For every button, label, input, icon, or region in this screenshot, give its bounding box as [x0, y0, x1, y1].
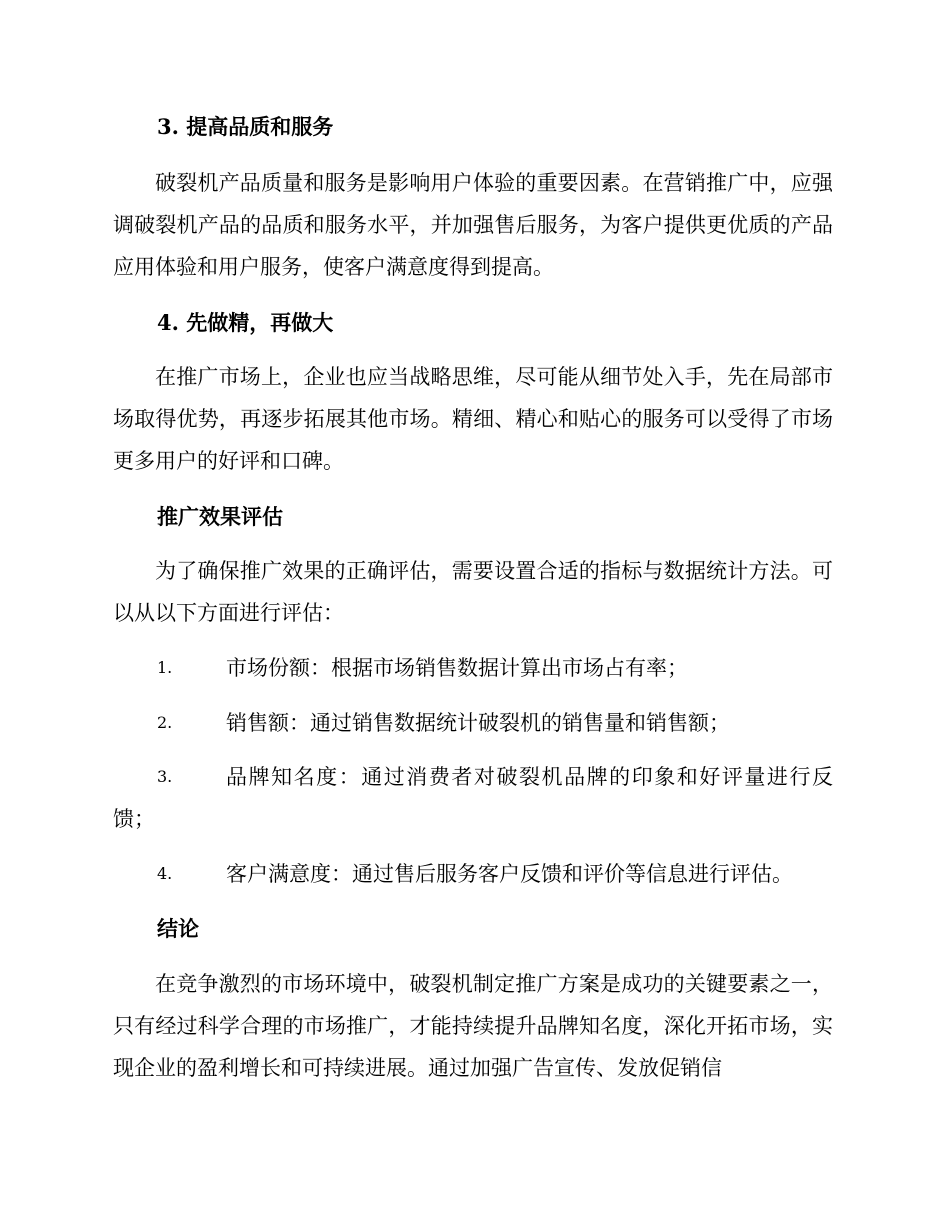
section-heading-quality-service: 3. 提高品质和服务 [157, 114, 334, 139]
list-item-number: 3. [157, 767, 173, 786]
list-item-text: 品牌知名度：通过消费者对破裂机品牌的印象和好评量进行反馈； [113, 765, 833, 831]
section-heading-evaluation: 推广效果评估 [157, 504, 283, 529]
list-item-number: 2. [157, 713, 173, 732]
list-item [113, 647, 833, 689]
list-item [113, 853, 833, 895]
section-paragraph-refine-first: 在推广市场上，企业也应当战略思维，尽可能从细节处入手，先在局部市场取得优势，再逐步拓展其他市场。精细、精心和贴心的服务可以受得了市场更多用户的好评和口碑。 [113, 365, 833, 473]
list-item [113, 702, 833, 744]
section-paragraph-quality-service: 破裂机产品质量和服务是影响用户体验的重要因素。在营销推广中，应强调破裂机产品的品质和服务水平，并加强售后服务，为客户提供更优质的产品应用体验和用户服务，使客户满意度得到提高。 [113, 171, 833, 279]
section-heading-refine-first: 4. 先做精，再做大 [157, 310, 334, 335]
conclusion-paragraph: 在竞争激烈的市场环境中，破裂机制定推广方案是成功的关键要素之一，只有经过科学合理的市场推广，才能持续提升品牌知名度，深化开拓市场，实现企业的盈利增长和可持续进展。通过加强广告宣传、发放促销信 [113, 972, 833, 1080]
list-item-number: 1. [157, 658, 173, 677]
conclusion-heading: 结论 [157, 916, 199, 941]
list-item-number: 4. [157, 864, 173, 883]
list-item-text: 销售额：通过销售数据统计破裂机的销售量和销售额； [226, 711, 730, 735]
list-item-text: 客户满意度：通过售后服务客户反馈和评价等信息进行评估。 [226, 862, 793, 886]
list-item [113, 756, 833, 840]
list-item-text: 市场份额：根据市场销售数据计算出市场占有率； [226, 656, 688, 680]
section-paragraph-evaluation: 为了确保推广效果的正确评估，需要设置合适的指标与数据统计方法。可以从以下方面进行评估： [113, 559, 833, 625]
